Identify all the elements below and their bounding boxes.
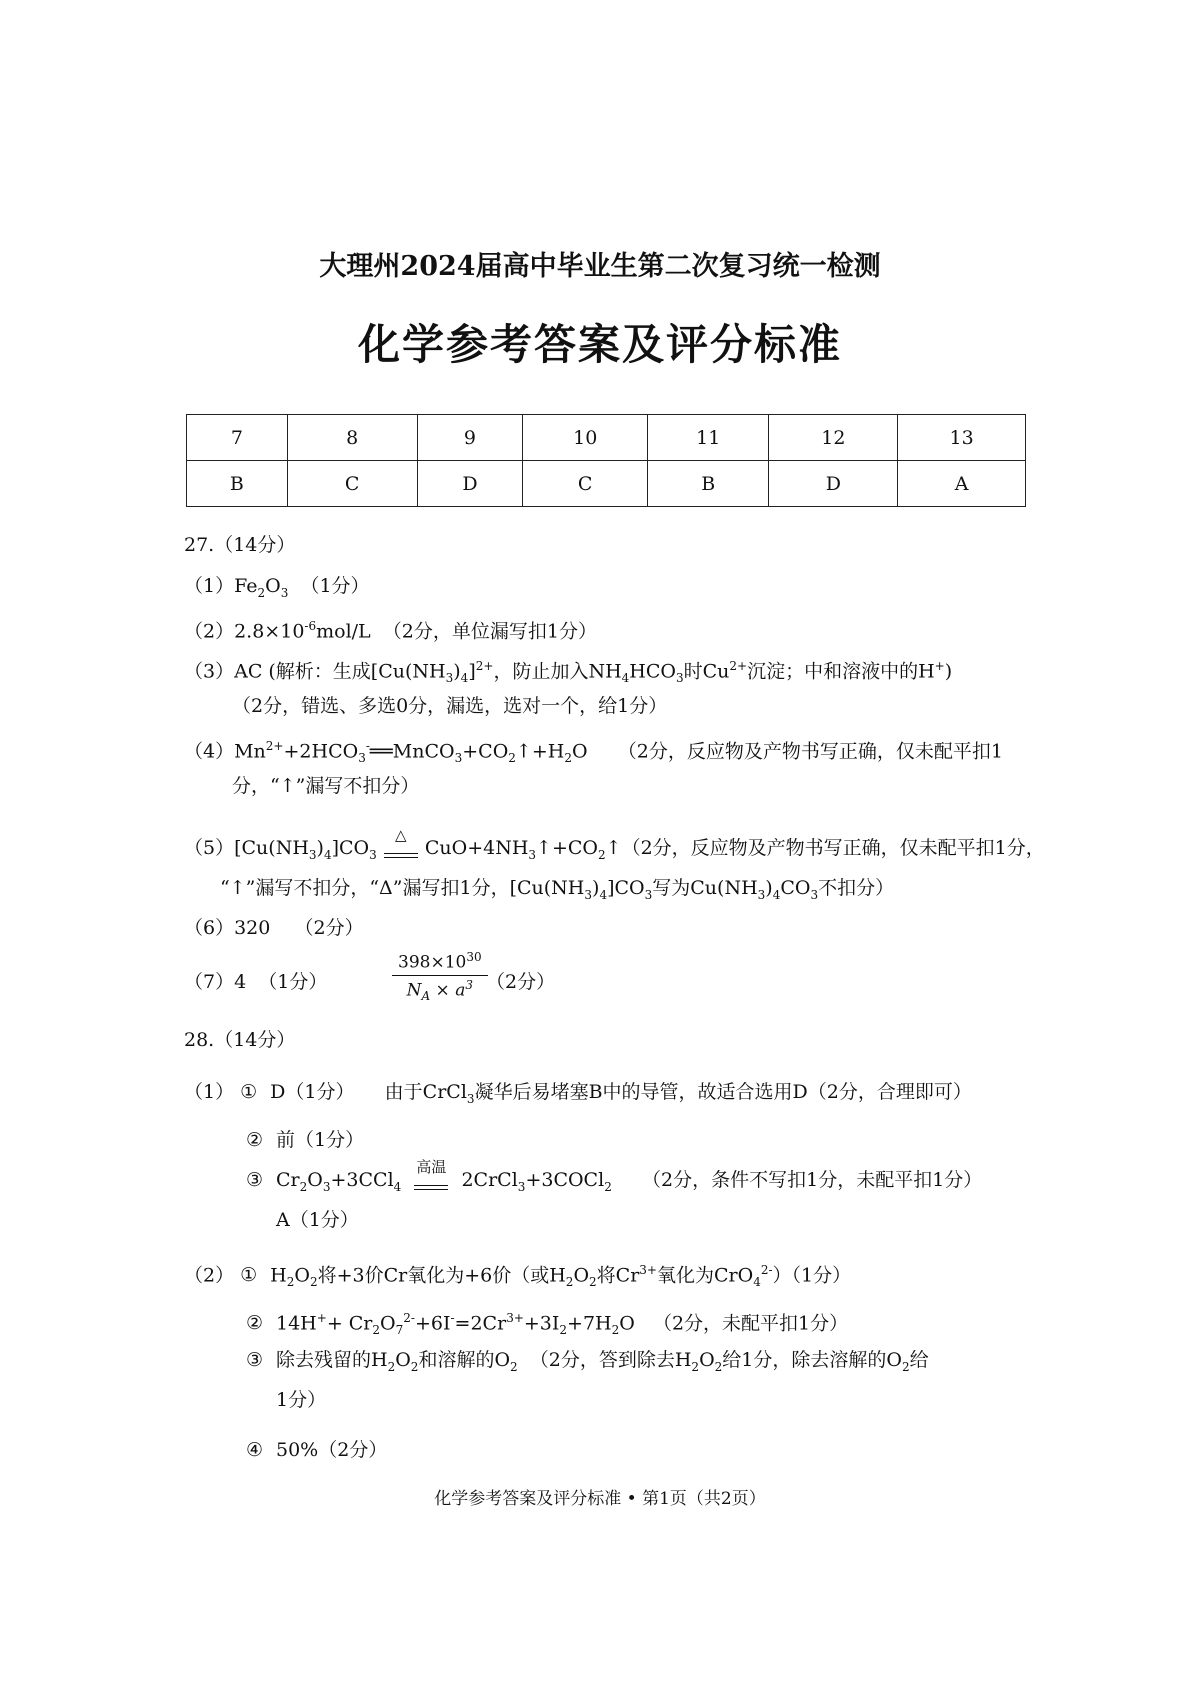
answer-text: 将Cr — [596, 1264, 640, 1287]
document-title: 大理州2024届高中毕业生第二次复习统一检测 — [319, 251, 881, 282]
document-subtitle: 化学参考答案及评分标准 — [357, 320, 842, 369]
answer-text: AC (解析：生成[Cu(NH — [234, 660, 446, 683]
part-label: （1） — [184, 575, 235, 597]
score-note: （2分，条件不写扣1分，未配平扣1分） — [642, 1169, 983, 1191]
circled-3: ③ — [246, 1349, 264, 1371]
q27-part3: （3）AC (解析：生成$[Cu(NH_3)_4]^{2+}$，防止加入$NH_4HCO_3$时$Cu^{2+}$沉淀；中和溶液中的H+) — [184, 659, 953, 686]
part-label: （7） — [184, 971, 235, 993]
answer-cell: D — [769, 461, 898, 507]
answer-text: D（1分） — [270, 1081, 355, 1103]
part-label: （3） — [184, 660, 235, 683]
question-number-cell: 13 — [898, 415, 1026, 461]
answer-value: 320 — [234, 917, 271, 939]
q28-part2-4 — [246, 1438, 387, 1462]
question-number-cell: 11 — [648, 415, 769, 461]
score-note: （2分，单位漏写扣1分） — [382, 620, 597, 643]
q28-heading: 28.（14分） — [184, 1029, 296, 1051]
density-formula: $\frac{398\times 10^{30}}{N_A \times a^3}$ — [392, 950, 488, 1003]
question-number-cell: 12 — [769, 415, 898, 461]
page-footer: 化学参考答案及评分标准 • 第1页（共2页） — [434, 1489, 766, 1509]
circled-1: ① — [240, 1081, 258, 1103]
q27-part7-note2: （2分） — [486, 971, 556, 993]
part-label: （1） — [184, 1081, 235, 1103]
q28-part1-1: （1） ① D（1分） 由于CrCl$_3$凝华后易堵塞B中的导管，故适合选用D（2分，合理即可） — [184, 1081, 972, 1106]
answer-text: 将+3价Cr氧化为+6价（或H — [317, 1264, 566, 1287]
exponent: -6 — [304, 619, 317, 633]
answer-text: 沉淀；中和溶液中的H — [747, 660, 935, 683]
q27-heading: 27.（14分） — [184, 534, 296, 556]
circled-4: ④ — [246, 1439, 264, 1461]
score-note: （1分） — [300, 575, 370, 597]
answer-text: 凝华后易堵塞B中的导管，故适合选用D（2分，合理即可） — [474, 1081, 972, 1103]
high-temp-condition — [413, 1157, 449, 1199]
q28-part2-2: ② $14H^++ Cr_2O_7^{2-}+6I^-=2Cr^{3+}+3I_2+7H_2O$ （2分，未配平扣1分） — [246, 1311, 849, 1338]
score-note: （2分，答到除去H — [529, 1349, 692, 1371]
score-note: （2分，未配平扣1分） — [652, 1312, 849, 1335]
part-label: （2） — [184, 620, 235, 643]
answer-text: 由于CrCl — [384, 1081, 467, 1103]
q27-part4: $(4)Mn^{2+}+2HCO_3^-══MnCO_3+CO_2↑+H_2O$ （2分，反应物及产物书写正确，仅未配平扣1 — [184, 739, 1003, 766]
part-label: （5） — [184, 837, 235, 859]
question-number-row — [187, 415, 1026, 461]
q28-part2-1: （2） ① $H_2O_2$将+3价Cr氧化为+6价（或$H_2O_2$将$Cr^{3+}$氧化为CrO$_4^{2-}$）（1分） — [184, 1263, 852, 1290]
q27-part7 — [184, 970, 327, 994]
score-note: “↑”漏写不扣分，“Δ”漏写扣1分，[Cu(NH — [220, 877, 585, 899]
q27-part5-note: “↑”漏写不扣分，“Δ”漏写扣1分，$[Cu(NH_3)_4]CO_3$写为$Cu(NH_3)_4CO_3$不扣分） — [220, 877, 895, 902]
answer-cell: A — [898, 461, 1026, 507]
q27-part6 — [184, 916, 364, 940]
unit: mol/L — [316, 620, 371, 643]
part-label: （6） — [184, 917, 235, 939]
score-note: 给1分，除去溶解的O — [722, 1349, 902, 1371]
answer-cell: C — [523, 461, 648, 507]
answer-cell: B — [648, 461, 769, 507]
q28-part1-2 — [246, 1128, 364, 1152]
question-number-cell: 10 — [523, 415, 648, 461]
heat-condition — [383, 825, 419, 867]
heat-triangle-icon: △ — [395, 825, 407, 844]
concentration-value: 2.8×10 — [234, 620, 305, 643]
circled-3: ③ — [246, 1169, 264, 1191]
answer-cell: B — [187, 461, 288, 507]
circled-2: ② — [246, 1312, 264, 1335]
score-note: （1分） — [258, 971, 328, 993]
q27-part4-note: 分，“↑”漏写不扣分） — [232, 775, 420, 797]
score-note: （2分，反应物及产物书写正确，仅未配平扣1 — [617, 740, 1003, 763]
answer-text: 时Cu — [683, 660, 730, 683]
q27-part5: $(5)[Cu(NH_3)_4]CO_3$ △ $CuO+4NH_3↑+CO_2↑(2$分，反应物及产物书写正确，仅未配平扣1分， — [184, 836, 1045, 867]
circled-2: ② — [246, 1129, 264, 1151]
question-number-cell: 7 — [187, 415, 288, 461]
q28-part1-3: ③ $Cr_2O_3+3CCl_4$ 高温 2CrCl$_3$+3COCl$_2$ （2分，条件不写扣1分，未配平扣1分） — [246, 1168, 982, 1199]
answer-text: 50%（2分） — [276, 1439, 388, 1461]
answer-text: 和溶解的O — [418, 1349, 511, 1371]
question-number-cell: 9 — [417, 415, 523, 461]
score-note: （2分） — [294, 917, 364, 939]
q28-part2-3: ③ 除去残留的$H_2O_2$和溶解的$O_2$ （2分，答到除去$H_2O_2$给1分，除去溶解的$O_2$给 — [246, 1349, 929, 1374]
score-note: 不扣分） — [818, 877, 895, 899]
answer-cell: C — [287, 461, 417, 507]
q28-part2-3b: 1分） — [276, 1389, 327, 1411]
q28-part1-3b: A（1分） — [276, 1209, 359, 1231]
answer-row — [187, 461, 1026, 507]
score-note: 给 — [909, 1349, 929, 1371]
q27-part1: $(1)Fe_2O_3$ （1分） — [184, 575, 370, 600]
answer-text: ）（1分） — [772, 1264, 852, 1287]
part-label: （4） — [184, 740, 235, 763]
answer-text: 氧化为CrO — [656, 1264, 754, 1287]
question-number-cell: 8 — [287, 415, 417, 461]
score-note: 写为Cu(NH — [652, 877, 758, 899]
answer-text: ) — [944, 660, 953, 683]
circled-1: ① — [240, 1264, 258, 1287]
q27-part3-note: （2分，错选、多选0分，漏选，选对一个，给1分） — [232, 695, 668, 717]
condition-label: 高温 — [416, 1157, 447, 1176]
part-label: （2） — [184, 1264, 235, 1287]
answer-text: 除去残留的H — [276, 1349, 388, 1371]
score-note: （2分，反应物及产物书写正确，仅未配平扣1分， — [621, 837, 1045, 859]
answer-text: 前（1分） — [276, 1129, 365, 1151]
q27-part2 — [184, 614, 597, 643]
answer-value: 4 — [234, 971, 247, 993]
answer-cell: D — [417, 461, 523, 507]
answer-table — [186, 414, 1026, 507]
